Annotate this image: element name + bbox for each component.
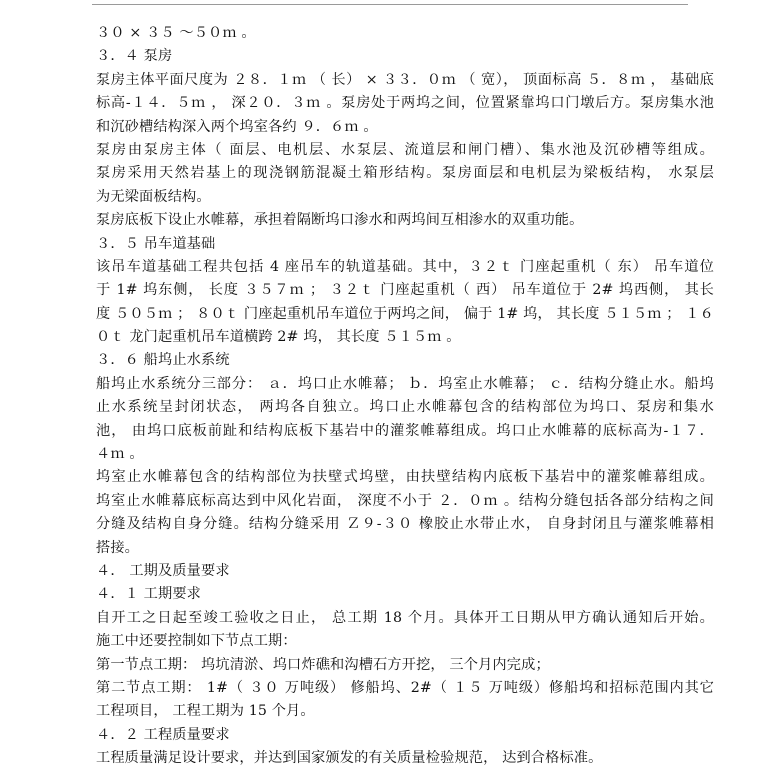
text-line: ４．１ 工期要求 — [96, 586, 202, 603]
text-line: 施工中还要控制如下节点工期： — [96, 633, 297, 650]
text-line: 该吊车道基础工程共包括 4 座吊车的轨道基础。其中，３２ｔ 门座起重机（ 东） 吊车道位 — [96, 258, 714, 275]
text-line: ４．２ 工程质量要求 — [96, 726, 230, 743]
text-line: 坞室止水帷幕包含的结构部位为扶壁式坞壁，由扶壁结构内底板下基岩中的灌浆帷幕组成。 — [96, 469, 714, 486]
text-line: 池， 由坞口底板前趾和结构底板下基岩中的灌浆帷幕组成。坞口止水帷幕的底标高为-１７． — [96, 422, 714, 439]
text-line: 工程项目， 工程工期为 15 个月。 — [96, 703, 315, 720]
text-line: 分缝及结构自身分缝。结构分缝采用 Ｚ９-３０ 橡胶止水带止水， 自身封闭且与灌浆帷幕相 — [96, 516, 714, 533]
text-line: 于 1# 坞东侧， 长度 ３５７ｍ ； ３２ｔ 门座起重机（ 西） 吊车道位于 2# 坞西侧， 其长 — [96, 282, 714, 299]
text-line: 第一节点工期： 坞坑清淤、坞口炸礁和沟槽石方开挖， 三个月内完成； — [96, 656, 550, 673]
text-line: ３．４ 泵房 — [96, 48, 173, 65]
text-line: 止水系统呈封闭状态， 两坞各自独立。坞口止水帷幕包含的结构部位为坞口、泵房和集水 — [96, 399, 714, 416]
text-line: 工程质量满足设计要求，并达到国家颁发的有关质量检验规范， 达到合格标准。 — [96, 750, 603, 767]
text-line: 搭接。 — [96, 539, 140, 556]
text-line: 泵房底板下设止水帷幕，承担着隔断坞口渗水和两坞间互相渗水的双重功能。 — [96, 212, 584, 229]
text-line: 和沉砂槽结构深入两个坞室各约 ９．６ｍ 。 — [96, 118, 378, 135]
text-line: ４． 工期及质量要求 — [96, 562, 230, 579]
text-line: 自开工之日起至竣工验收之日止， 总工期 18 个月。具体开工日期从甲方确认通知后开始。 — [96, 609, 714, 626]
text-line: 标高-１４．５ｍ ， 深２０．３ｍ 。泵房处于两坞之间，位置紧靠坞口门墩后方。泵房集水池 — [96, 95, 714, 112]
text-line: 度 ５０５ｍ ； ８０ｔ 门座起重机吊车道位于两坞之间， 偏于 1# 坞， 其长度 ５１５ｍ ； １６ — [96, 305, 714, 322]
text-line: 船坞止水系统分三部分： ａ．坞口止水帷幕； ｂ．坞室止水帷幕； ｃ．结构分缝止水。船坞 — [96, 375, 714, 392]
text-line: ０ｔ 龙门起重机吊车道横跨 2# 坞， 其长度 ５１５ｍ 。 — [96, 329, 461, 346]
text-line: ３．５ 吊车道基础 — [96, 235, 216, 252]
text-line: ３．６ 船坞止水系统 — [96, 352, 230, 369]
header-rule — [92, 4, 688, 5]
document-body — [96, 22, 714, 771]
text-line: 第二节点工期： 1#（ ３０ 万吨级） 修船坞、2#（ １５ 万吨级）修船坞和招标范围内其它 — [96, 679, 714, 696]
text-line: ３０ × ３５ ～５０ｍ 。 — [96, 25, 256, 41]
text-line: 泵房采用天然岩基上的现浇钢筋混凝土箱形结构。泵房面层和电机层为梁板结构， 水泵层 — [96, 165, 714, 182]
text-line: 泵房主体平面尺度为 ２８．１ｍ （ 长） × ３３．０ｍ （ 宽）， 顶面标高 ５．８ｍ ， 基础底 — [96, 71, 714, 88]
text-line: 泵房由泵房主体（ 面层、电机层、水泵层、流道层和闸门槽）、集水池及沉砂槽等组成。 — [96, 141, 714, 158]
text-line: 为无梁面板结构。 — [96, 188, 211, 205]
text-line: 坞室止水帷幕底标高达到中风化岩面， 深度不小于 ２．０ｍ 。结构分缝包括各部分结构之间 — [96, 492, 714, 509]
text-line: ４ｍ 。 — [96, 446, 144, 463]
